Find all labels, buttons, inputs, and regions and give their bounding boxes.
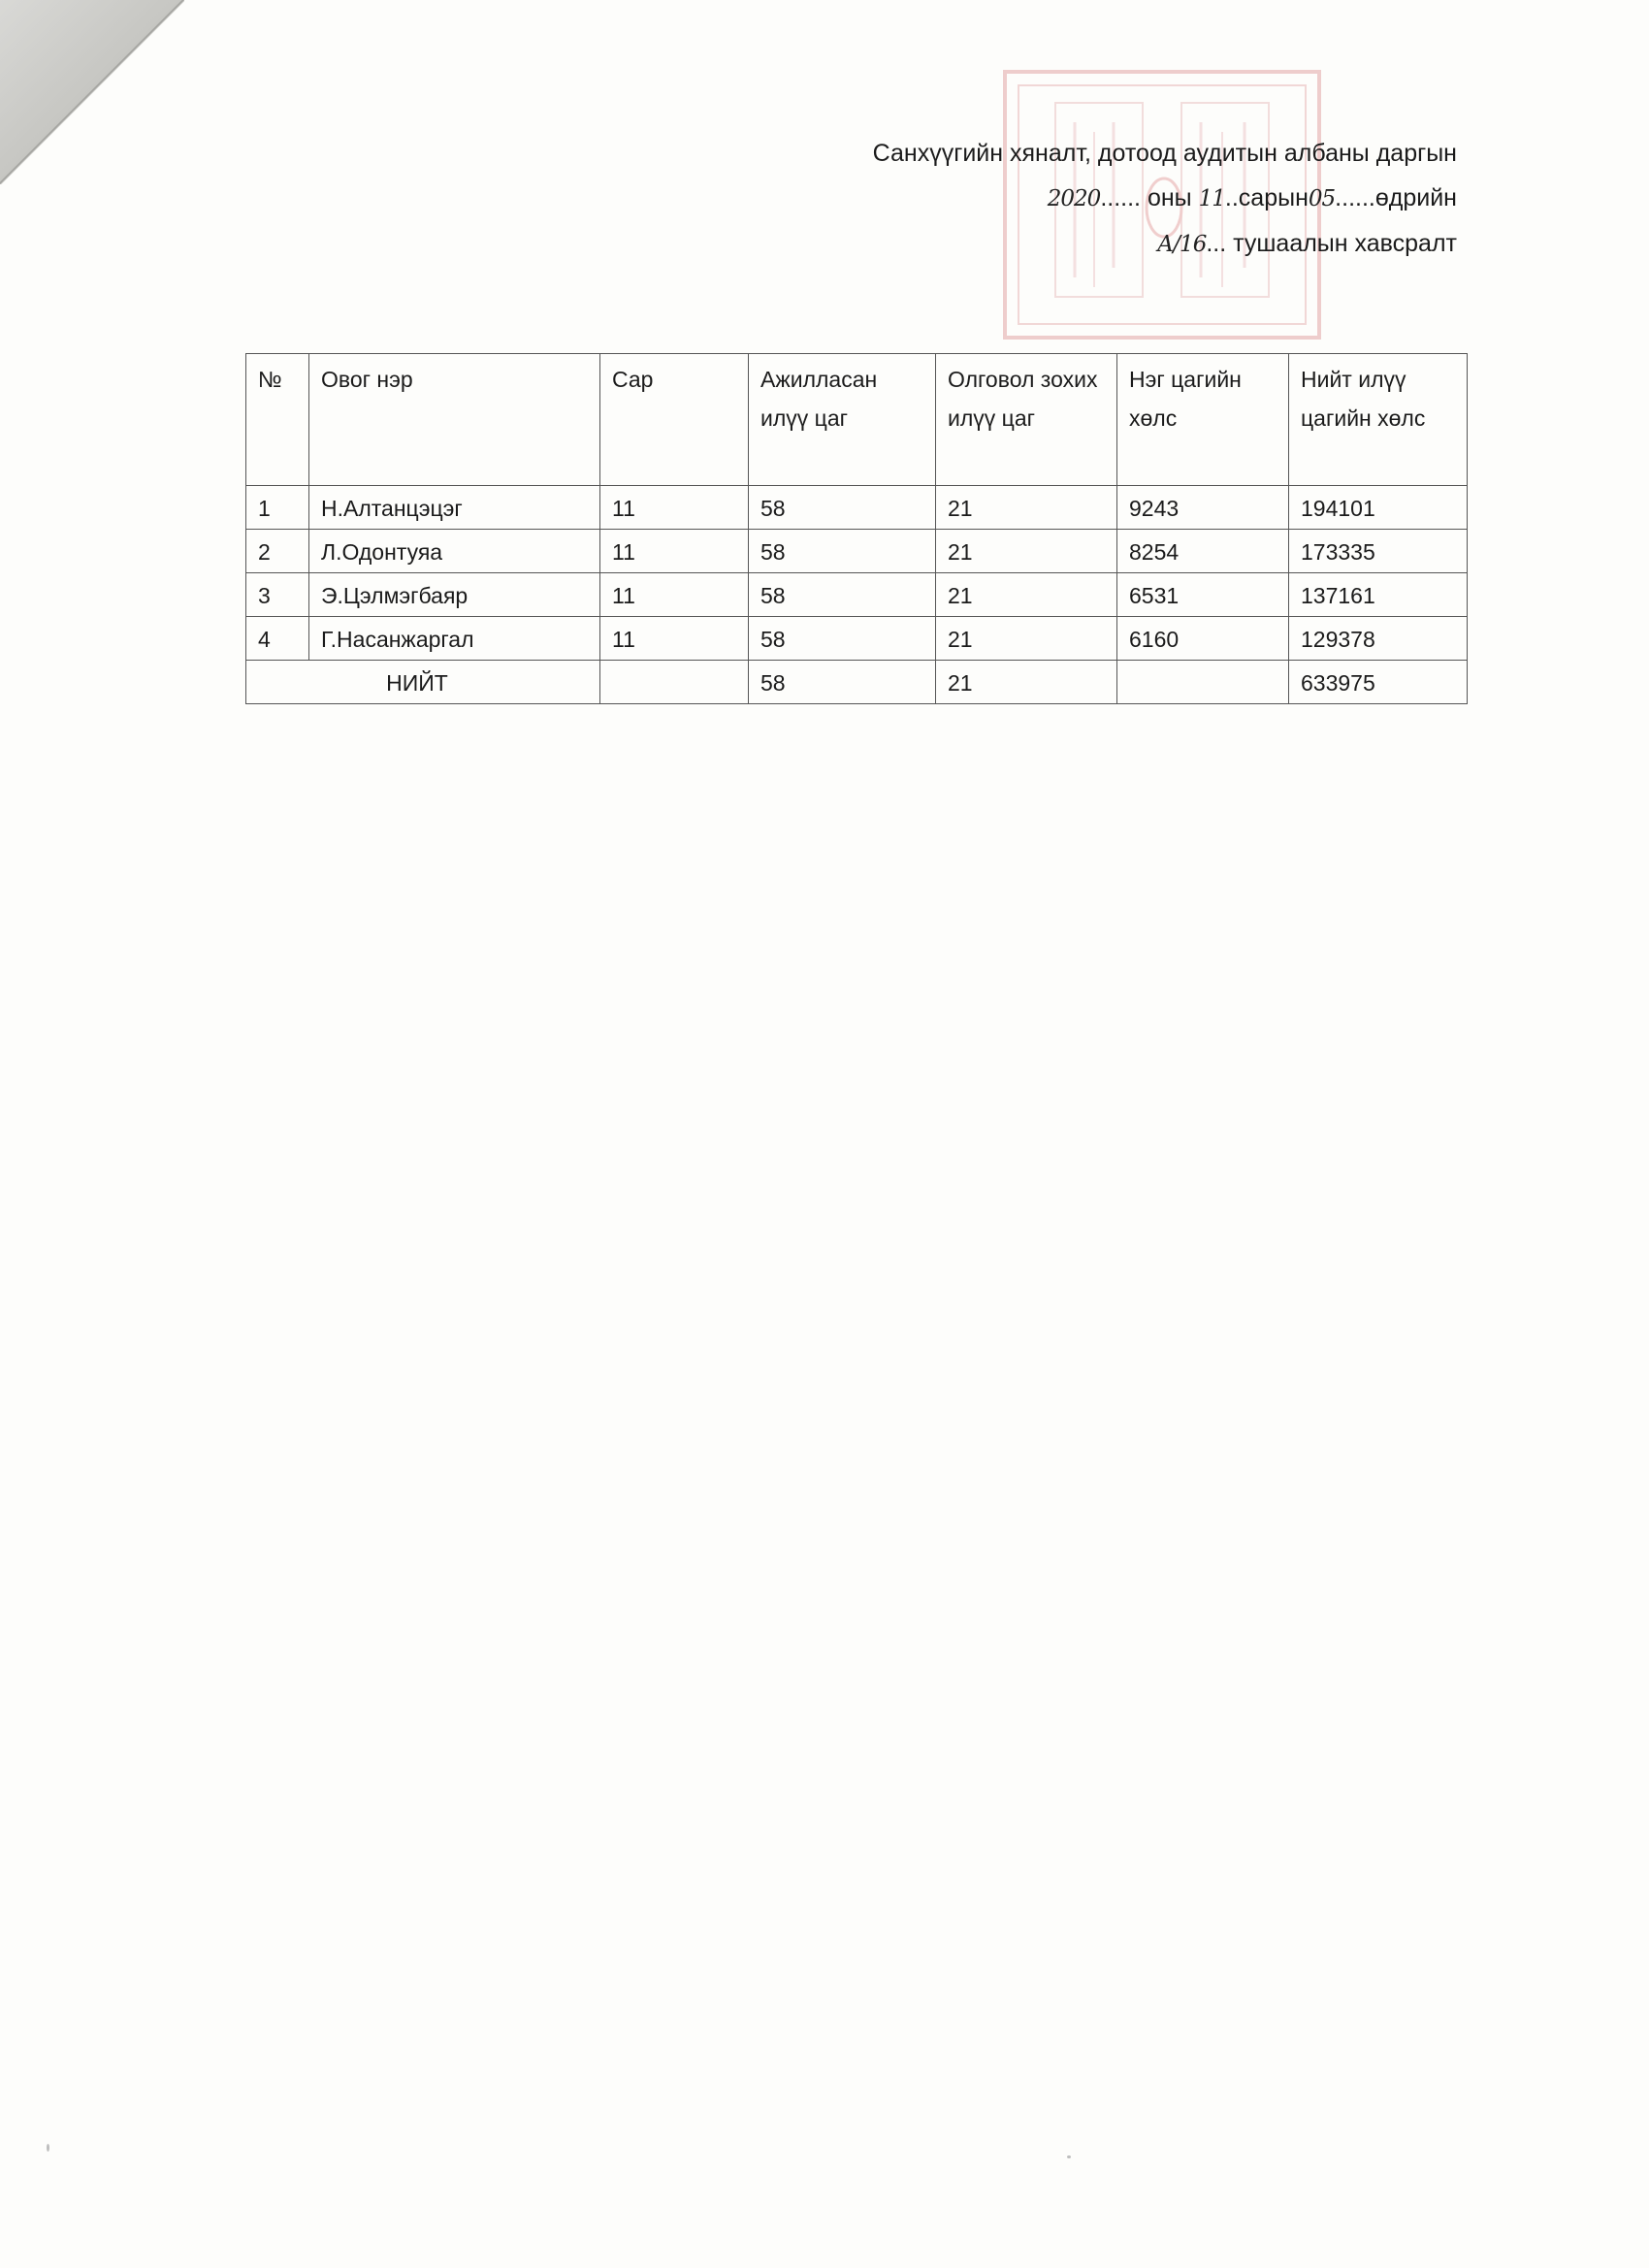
table-row	[246, 573, 1468, 617]
name-cell: Н.Алтанцэцэг	[309, 486, 600, 530]
column-header-name: Овог нэр	[309, 354, 600, 486]
row-number-cell: 1	[246, 486, 309, 530]
name-cell: Г.Насанжаргал	[309, 617, 600, 661]
order-annex-header	[720, 131, 1457, 267]
scan-speck	[1067, 2155, 1071, 2158]
total-month-cell	[600, 661, 749, 704]
row-number-cell: 2	[246, 530, 309, 573]
hourly-rate-cell: 6531	[1117, 573, 1289, 617]
column-header-worked-overtime: Ажилласан илүү цаг	[749, 354, 936, 486]
date-dots-year: ......	[1100, 184, 1142, 211]
name-cell: Л.Одонтуяа	[309, 530, 600, 573]
table-total-row	[246, 661, 1468, 704]
date-dots-month: ..	[1224, 184, 1239, 211]
handwritten-order-number: А/16	[1156, 232, 1207, 257]
table-header-row	[246, 354, 1468, 486]
total-pay-cell: 137161	[1289, 573, 1468, 617]
table-row	[246, 530, 1468, 573]
column-header-month: Сар	[600, 354, 749, 486]
handwritten-month: 11	[1198, 186, 1225, 211]
date-dots-day: ......	[1335, 184, 1375, 211]
payable-overtime-cell: 21	[936, 573, 1117, 617]
worked-overtime-cell: 58	[749, 486, 936, 530]
column-header-total-overtime-pay: Нийт илүү цагийн хөлс	[1289, 354, 1468, 486]
payable-overtime-cell: 21	[936, 617, 1117, 661]
grand-total-cell: 633975	[1289, 661, 1468, 704]
date-word-month: сарын	[1238, 184, 1309, 211]
issuer-line: Санхүүгийн хяналт, дотоод аудитын албаны даргын	[872, 140, 1457, 167]
overtime-pay-table	[245, 353, 1468, 704]
month-cell: 11	[600, 573, 749, 617]
total-label-cell: НИЙТ	[246, 661, 600, 704]
column-header-payable-overtime: Олговол зохих илүү цаг	[936, 354, 1117, 486]
table-row	[246, 486, 1468, 530]
hourly-rate-cell: 6160	[1117, 617, 1289, 661]
month-cell: 11	[600, 617, 749, 661]
row-number-cell: 3	[246, 573, 309, 617]
column-header-hourly-rate: Нэг цагийн хөлс	[1117, 354, 1289, 486]
name-cell: Э.Цэлмэгбаяр	[309, 573, 600, 617]
order-annex-text: . тушаалын хавсралт	[1219, 230, 1457, 257]
total-pay-cell: 194101	[1289, 486, 1468, 530]
hourly-rate-cell: 8254	[1117, 530, 1289, 573]
date-word-year: оны	[1147, 184, 1192, 211]
column-header-number: №	[246, 354, 309, 486]
total-worked-overtime-cell: 58	[749, 661, 936, 704]
payable-overtime-cell: 21	[936, 530, 1117, 573]
handwritten-year: 2020	[1047, 186, 1101, 211]
page-corner-fold-edge	[0, 0, 184, 184]
order-line	[720, 221, 1457, 267]
total-payable-overtime-cell: 21	[936, 661, 1117, 704]
table-row	[246, 617, 1468, 661]
month-cell: 11	[600, 486, 749, 530]
worked-overtime-cell: 58	[749, 530, 936, 573]
month-cell: 11	[600, 530, 749, 573]
handwritten-day: 05	[1308, 186, 1336, 211]
total-pay-cell: 129378	[1289, 617, 1468, 661]
date-line	[720, 176, 1457, 221]
payable-overtime-cell: 21	[936, 486, 1117, 530]
scan-speck	[47, 2144, 49, 2152]
total-hourly-rate-cell	[1117, 661, 1289, 704]
hourly-rate-cell: 9243	[1117, 486, 1289, 530]
row-number-cell: 4	[246, 617, 309, 661]
total-pay-cell: 173335	[1289, 530, 1468, 573]
order-dots: ..	[1206, 230, 1220, 257]
worked-overtime-cell: 58	[749, 573, 936, 617]
worked-overtime-cell: 58	[749, 617, 936, 661]
date-word-day: өдрийн	[1374, 184, 1457, 211]
